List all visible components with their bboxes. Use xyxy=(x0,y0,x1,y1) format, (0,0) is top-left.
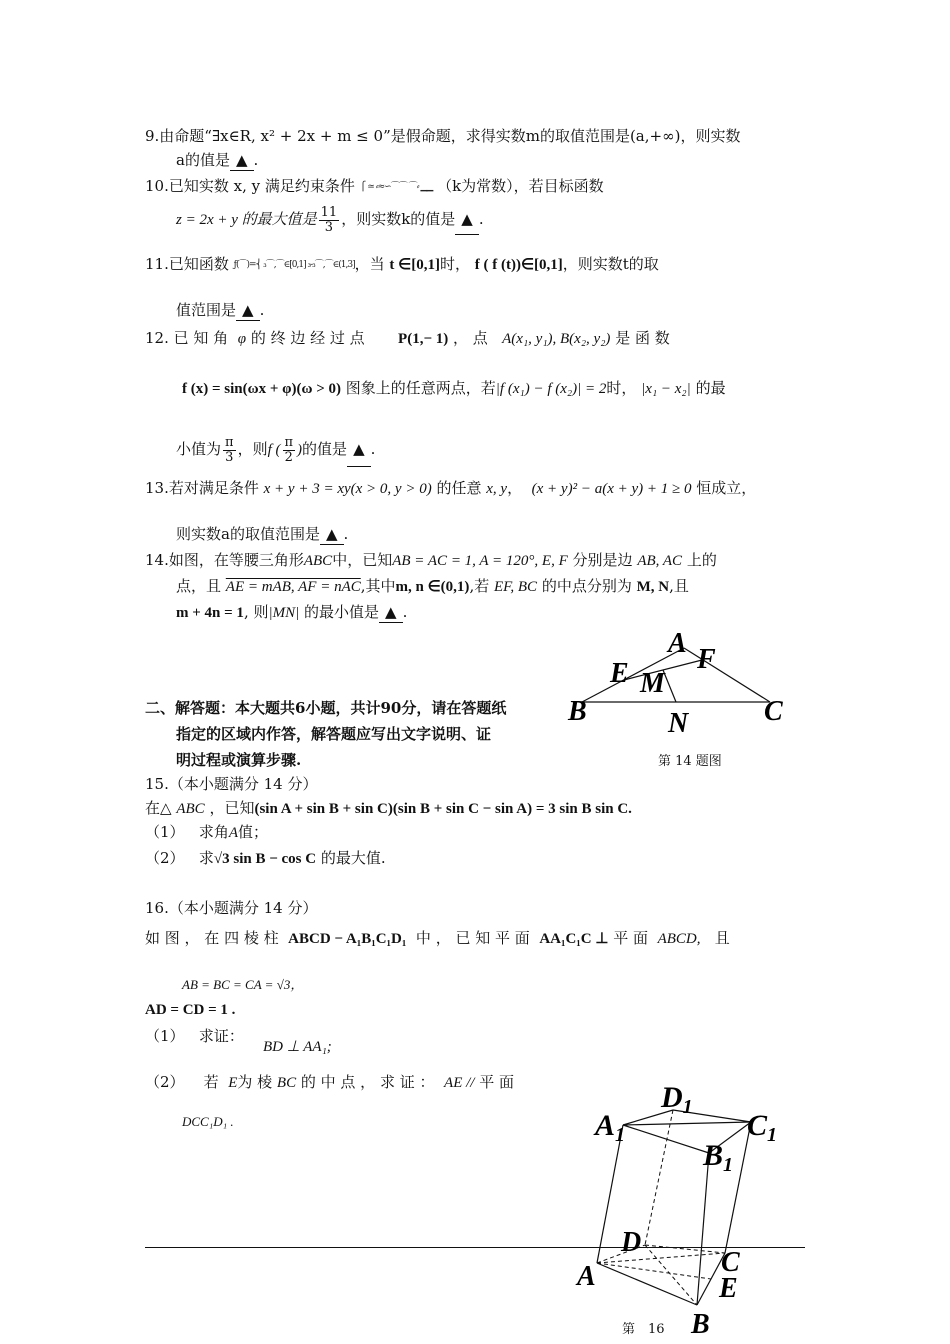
q16-label-b1: $B_1$ xyxy=(703,1139,734,1176)
q16-line2: AB = BC = CA = √3， xyxy=(182,977,304,992)
q14-label-f: F xyxy=(697,644,716,675)
section-2-heading-line3: 明过程或演算步骤. xyxy=(176,751,302,769)
prism-diag-ac xyxy=(597,1253,725,1263)
q16-label-c1: $C_1$ xyxy=(747,1109,778,1146)
q10-line2: z = 2x + y 的最大值是 $\frac{11}{3}$ ，则实数k的值是 ▲ . xyxy=(176,204,484,235)
q9-line1: 9.由命题“∃x∈R, x² + 2x + m ≤ 0”是假命题，求得实数m的取值范围是(a,+∞)，则实数 xyxy=(145,127,741,145)
q16-part2-plane: DCC₁D₁ . xyxy=(182,1114,234,1129)
q14-line2: 点，且 AE = mAB, AF = nAC,其中m, n ∈(0,1),若 EF, BC 的中点分别为 M, N,且 xyxy=(176,577,689,595)
q16-label-d: D xyxy=(621,1227,642,1258)
q12-line2: f (x) = sin(ωx + φ)(ω > 0) 图象上的任意两点，若|f (x₁) − f (x₂)| = 2时， |x₁ − x₂| 的最 xyxy=(182,379,726,397)
q12-fraction-pi-3: $\frac{\pi}{3}$ xyxy=(225,434,234,465)
q14-label-a: A xyxy=(668,628,687,659)
q16-label-d1: $D_1$ xyxy=(661,1081,693,1118)
q12-line3: 小值为 $\frac{\pi}{3}$ ，则f ( $\frac{\pi}{2}$ )的值是 ▲ . xyxy=(176,432,375,467)
q16-label-a: A xyxy=(577,1261,596,1292)
q15-header: 15.（本小题满分 14 分） xyxy=(145,775,318,793)
q11-line2: 值范围是 ▲ . xyxy=(176,301,265,319)
q16-label-a1: $A_1$ xyxy=(595,1109,626,1146)
q11-piecewise-image: ƒ(⌒)=⎨ ₃⌒,⌒∈[0,1] ₃-₃⌒,⌒∈(1,3] xyxy=(233,260,355,270)
section-2-heading-line2: 指定的区域内作答，解答题应写出文字说明、证 xyxy=(176,725,492,743)
prism-edge-b1a1 xyxy=(623,1125,709,1153)
q13-line2: 则实数a的取值范围是 ▲ . xyxy=(176,525,349,543)
section-2-heading-line1: 二、解答题：本大题共6小题，共计90分，请在答题纸 xyxy=(145,699,507,717)
q16-line1: 如 图 ， 在 四 棱 柱 ABCD − A₁B₁C₁D₁ 中 ， 已 知 平 面 AA₁C₁C ⊥ 平 面 ABCD, 且 xyxy=(145,929,730,947)
q10-fraction: $\frac{11}{3}$ xyxy=(320,204,338,235)
q14-label-c: C xyxy=(764,696,783,727)
q10-constraint-image: ⎧ ≃ ⸗≈∽⌒⌒ ⌒⸗ ▁▁ xyxy=(359,182,433,192)
prism-diag-a1c1 xyxy=(623,1122,751,1125)
q14-label-n: N xyxy=(668,708,689,739)
prism-edge-ab xyxy=(597,1263,697,1305)
prism-segment-ae xyxy=(597,1263,711,1279)
prism-edge-b1b xyxy=(697,1153,709,1305)
prism-edge-dc xyxy=(645,1245,725,1253)
q14-caption: 第 14 题图 xyxy=(658,754,722,769)
q14-label-m: M xyxy=(640,668,665,699)
q11-line1: 11.已知函数 ƒ(⌒)=⎨ ₃⌒,⌒∈[0,1] ₃-₃⌒,⌒∈(1,3]，当 t ∈[0,1]时， f ( f (t))∈[0,1]，则实数t的取 xyxy=(145,255,659,273)
q14-label-b: B xyxy=(568,696,587,727)
q16-header: 16.（本小题满分 14 分） xyxy=(145,899,318,917)
q16-label-b: B xyxy=(691,1309,710,1340)
q16-label-e: E xyxy=(719,1273,738,1304)
q10-line1: 10.已知实数 x, y 满足约束条件 ⎧ ≃ ⸗≈∽⌒⌒ ⌒⸗ ▁▁ （k为常数），若目标函数 xyxy=(145,177,604,195)
q14-segment-mn xyxy=(663,670,676,702)
q16-part1: （1） 求证： BD ⊥ AA₁; xyxy=(145,1027,332,1055)
prism-edge-d1d xyxy=(645,1110,673,1245)
q14-label-e: E xyxy=(610,658,629,689)
q12-line1: 12. 已 知 角 φ 的 终 边 经 过 点 P(1,− 1) ， 点 A(x₁, y₁), B(x₂, y₂) 是 函 数 xyxy=(145,329,670,347)
q15-part2: （2） 求√3 sin B − cos C 的最大值. xyxy=(145,849,386,867)
prism-diag-bd xyxy=(645,1245,697,1305)
q9-line2: a的值是 ▲ . xyxy=(176,151,259,169)
q16-prism-figure xyxy=(575,1075,790,1340)
q14-triangle-figure xyxy=(560,620,800,745)
q15-condition: 在△ ABC ，已知(sin A + sin B + sin C)(sin B + sin C − sin A) = 3 sin B sin C. xyxy=(145,799,632,817)
q16-line3: AD = CD = 1 . xyxy=(145,1002,236,1018)
q16-label-c: C xyxy=(721,1247,740,1278)
q14-line3: m + 4n = 1, 则|MN| 的最小值是 ▲ . xyxy=(176,603,408,621)
q16-part2: （2） 若 E为 棱 BC 的 中 点 ， 求 证 ： AE // 平 面 xyxy=(145,1073,515,1091)
q14-line1: 14.如图，在等腰三角形ABC中，已知AB = AC = 1, A = 120°, E, F 分别是边 AB, AC 上的 xyxy=(145,551,717,569)
q12-fraction-pi-2: $\frac{\pi}{2}$ xyxy=(284,434,294,465)
q15-part1: （1） 求角A值； xyxy=(145,823,269,841)
q13-line1: 13.若对满足条件 x + y + 3 = xy(x > 0, y > 0) 的任意 x, y， (x + y)² − a(x + y) + 1 ≥ 0 恒成立， xyxy=(145,479,757,497)
page-footer: 第 16 xyxy=(622,1322,665,1337)
